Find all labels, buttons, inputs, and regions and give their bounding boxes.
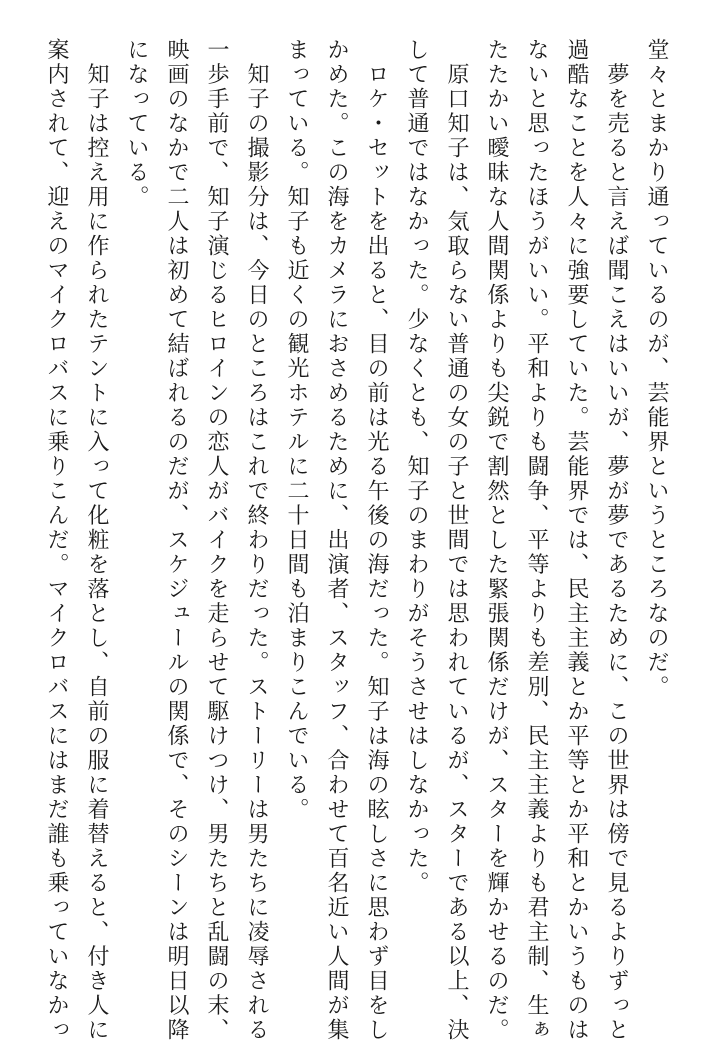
text-line-12: 一歩手前で、知子演じるヒロインの恋人がバイクを走らせて駆けつけ、男たちと乱闘の末、 [204, 38, 229, 1043]
text-line-8: ロケ・セットを出ると、目の前は光る午後の海だった。知子は海の眩しさに思わず目をし [364, 38, 389, 1043]
text-line-2: 夢を売ると言えば聞こえはいいが、夢が夢であるために、この世界は傍で見るよりずっと [604, 38, 629, 1043]
text-line-10: まっている。知子も近くの観光ホテルに二十日間も泊まりこんでいる。 [284, 38, 309, 822]
text-line-4: ないと思ったほうがいい。平和よりも闘争、平等よりも差別、民主主義よりも君主制、生ぁ [524, 38, 549, 1043]
text-line-6: 原口知子は、気取らない普通の女の子と世間では思われているが、スターである以上、決 [444, 38, 469, 1043]
text-line-13: 映画のなかで二人は初めて結ばれるのだが、スケジュールの関係で、そのシーンは明日以降 [164, 38, 189, 1043]
text-line-11: 知子の撮影分は、今日のところはこれで終わりだった。ストーリーは男たちに凌辱される [244, 38, 269, 1043]
text-line-5: たたかい曖昧な人間関係よりも尖鋭で割然とした緊張関係だけが、スターを輝かせるのだ。 [484, 38, 509, 1043]
text-line-9: かめた。この海をカメラにおさめるために、出演者、スタッフ、合わせて百名近い人間が集 [324, 38, 349, 1043]
text-line-16: 案内されて、迎えのマイクロバスに乗りこんだ。マイクロバスにはまだ誰も乗っていなかっ [44, 38, 69, 1043]
text-line-15: 知子は控え用に作られたテントに入って化粧を落とし、自前の服に着替えると、付き人に [84, 38, 109, 1043]
text-line-3: 過酷なことを人々に強要していた。芸能界では、民主主義とか平等とか平和とかいうものは [564, 38, 589, 1043]
text-line-1: 堂々とまかり通っているのが、芸能界というところなのだ。 [644, 38, 669, 700]
text-line-7: して普通ではなかった。少なくとも、知子のまわりがそうさせはしなかった。 [404, 38, 429, 896]
text-line-14: になっている。 [124, 38, 149, 210]
